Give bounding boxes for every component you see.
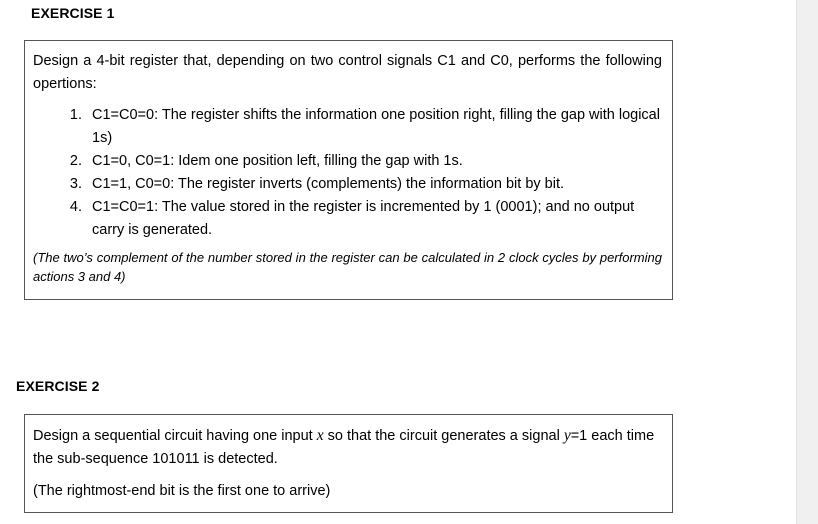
operation-item-2: 2. C1=0, C0=1: Idem one position left, filling the gap with 1s.: [86, 150, 662, 173]
operation-item-4: 4. C1=C0=1: The value stored in the register is incremented by 1 (0001); and no output carry is generated.: [86, 196, 662, 242]
exercise-1-intro: Design a 4-bit register that, depending on two control signals C1 and C0, performs the following opertions:: [33, 53, 662, 92]
exercise-2-box: [24, 414, 673, 513]
exercise-1-box: [24, 40, 673, 300]
exercise-2-text: [33, 424, 662, 471]
operation-item-1: 1. C1=C0=0: The register shifts the information one position right, filling the gap with logical 1s): [86, 104, 662, 150]
exercise-2-text-part3: =1 each time the sub-sequence 101011 is detected.: [33, 428, 655, 467]
exercise-2-text-part1: Design a sequential circuit having one input: [33, 428, 317, 444]
exercise-2-heading: EXERCISE 2: [16, 378, 100, 394]
operation-item-3: 3. C1=1, C0=0: The register inverts (complements) the information bit by bit.: [86, 173, 662, 196]
vertical-scrollbar[interactable]: [796, 0, 818, 524]
variable-x: x: [316, 427, 324, 444]
exercise-1-note: (The two’s complement of the number stored in the register can be calculated in 2 clock cycles by performing actions 3 and 4): [33, 250, 662, 284]
exercise-1-heading: EXERCISE 1: [31, 5, 115, 21]
variable-y: y: [563, 427, 571, 444]
operations-list: [33, 104, 662, 242]
exercise-2-text-part2: so that the circuit generates a signal: [323, 428, 564, 444]
exercise-2-note: (The rightmost-end bit is the first one to arrive): [33, 483, 331, 499]
